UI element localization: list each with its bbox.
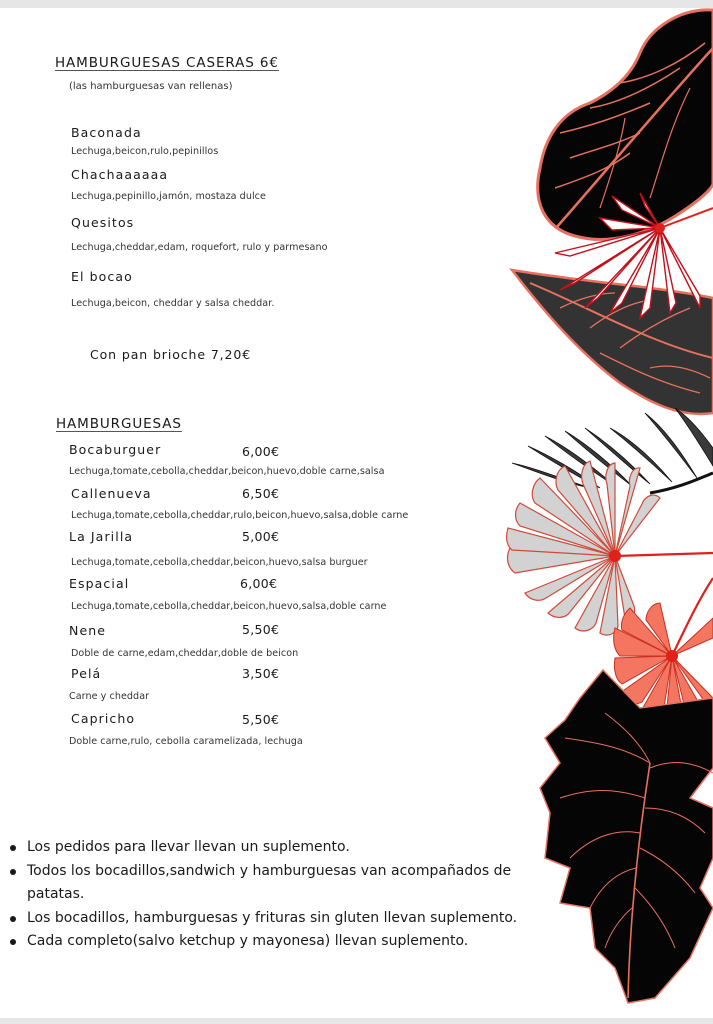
dark-gray-leaf-icon xyxy=(512,270,713,414)
menu-item-name: Capricho xyxy=(71,711,136,726)
bullet-icon xyxy=(10,869,16,875)
menu-page xyxy=(0,8,713,1018)
menu-item-price: 6,00€ xyxy=(242,444,280,459)
menu-item-description: Doble carne,rulo, cebolla caramelizada, lechuga xyxy=(69,736,303,747)
menu-item-name: Chachaaaaaa xyxy=(71,167,169,182)
menu-item-description: Lechuga,cheddar,edam, roquefort, rulo y parmesano xyxy=(71,242,328,253)
white-flower-icon xyxy=(555,193,713,318)
section-title-caseras: HAMBURGUESAS CASERAS 6€ xyxy=(55,55,279,71)
menu-item-name: Callenueva xyxy=(71,486,152,501)
menu-item-name: Baconada xyxy=(71,125,142,140)
brioche-note: Con pan brioche 7,20€ xyxy=(90,347,252,362)
note-item: Cada completo(salvo ketchup y mayonesa) llevan suplemento. xyxy=(8,930,568,954)
menu-item-price: 6,50€ xyxy=(242,486,280,501)
section-subtitle-caseras: (las hamburguesas van rellenas) xyxy=(69,81,233,92)
menu-item-name: Bocaburguer xyxy=(69,442,162,457)
note-item: Los bocadillos, hamburguesas y frituras sin gluten llevan suplemento. xyxy=(8,907,568,931)
palm-frond-icon xyxy=(512,408,713,493)
menu-item-price: 3,50€ xyxy=(242,666,280,681)
bullet-icon xyxy=(10,845,16,851)
menu-item-price: 6,00€ xyxy=(240,576,278,591)
black-leaf-icon xyxy=(538,10,713,240)
section-title-hamburguesas: HAMBURGUESAS xyxy=(56,416,182,432)
notes-list xyxy=(8,836,568,954)
menu-item-name: Nene xyxy=(69,623,107,638)
bullet-icon xyxy=(10,939,16,945)
menu-item-name: Pelá xyxy=(71,666,102,681)
coral-fan-flower-icon xyxy=(614,578,713,730)
gray-fan-flower-icon xyxy=(507,461,713,635)
menu-item-description: Lechuga,pepinillo,jamón, mostaza dulce xyxy=(71,191,266,202)
menu-item-description: Lechuga,beicon, cheddar y salsa cheddar. xyxy=(71,298,275,309)
menu-item-price: 5,50€ xyxy=(242,712,280,727)
menu-item-name: Espacial xyxy=(69,576,130,591)
menu-item-description: Carne y cheddar xyxy=(69,691,150,702)
menu-item-description: Lechuga,tomate,cebolla,cheddar,rulo,beicon,huevo,salsa,doble carne xyxy=(71,510,409,521)
note-item: Todos los bocadillos,sandwich y hamburguesas van acompañados de patatas. xyxy=(8,860,568,907)
menu-item-name: Quesitos xyxy=(71,215,135,230)
note-item: Los pedidos para llevar llevan un suplemento. xyxy=(8,836,568,860)
menu-item-name: El bocao xyxy=(71,269,133,284)
menu-item-price: 5,00€ xyxy=(242,529,280,544)
menu-item-description: Doble de carne,edam,cheddar,doble de beicon xyxy=(71,648,299,659)
menu-item-name: La Jarilla xyxy=(69,529,134,544)
menu-item-description: Lechuga,tomate,cebolla,cheddar,beicon,huevo,salsa,doble carne xyxy=(71,601,387,612)
menu-item-price: 5,50€ xyxy=(242,622,280,637)
bullet-icon xyxy=(10,916,16,922)
menu-item-description: Lechuga,beicon,rulo,pepinillos xyxy=(71,146,219,157)
menu-item-description: Lechuga,tomate,cebolla,cheddar,beicon,huevo,salsa burguer xyxy=(71,557,368,568)
menu-item-description: Lechuga,tomate,cebolla,cheddar,beicon,huevo,doble carne,salsa xyxy=(69,466,385,477)
